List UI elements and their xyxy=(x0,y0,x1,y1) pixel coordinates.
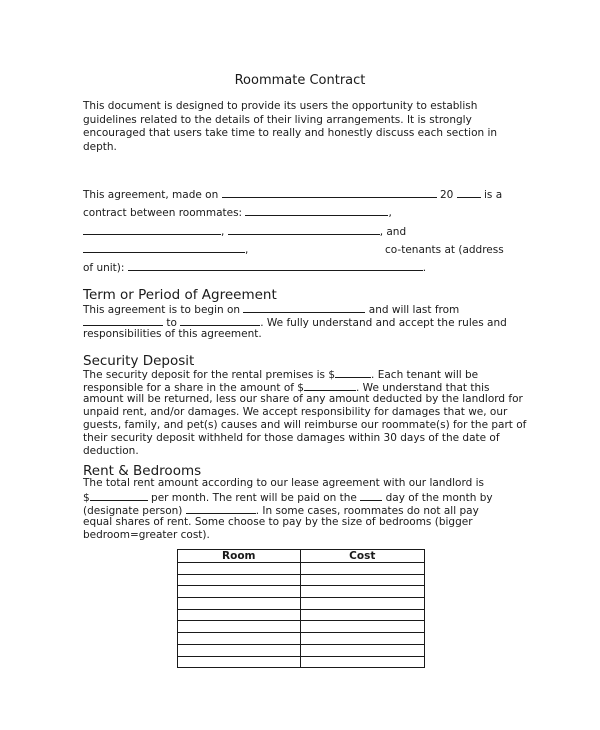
room-cell[interactable] xyxy=(178,633,301,645)
room-cost-table xyxy=(177,549,425,668)
security-line-1: The security deposit for the rental premises is $ . Each tenant will be xyxy=(83,369,479,381)
address-blank[interactable] xyxy=(128,260,423,271)
rent-heading: Rent & Bedrooms xyxy=(83,463,202,479)
document-title: Roommate Contract xyxy=(234,73,366,88)
rent-line-3: (designate person) . In some cases, roommates do not all pay xyxy=(83,505,479,517)
agreement-line-4: , co-tenants at (address xyxy=(83,242,504,258)
rent-line-2: $ per month. The rent will be paid on the day of the month by xyxy=(83,492,493,504)
cost-cell[interactable] xyxy=(300,609,424,621)
rent-line-4: equal shares of rent. Some choose to pay by the size of bedrooms (bigger xyxy=(83,516,473,528)
roommate-name-blank[interactable] xyxy=(83,242,245,253)
cost-cell[interactable] xyxy=(300,621,424,633)
intro-line: This document is designed to provide its users the opportunity to establish xyxy=(83,100,478,112)
table-row xyxy=(178,633,425,645)
table-row xyxy=(178,586,425,598)
security-line: unpaid rent, and/or damages. We accept responsibility for damages that we, our xyxy=(83,406,508,418)
rent-line-5: bedroom=greater cost). xyxy=(83,529,210,541)
cost-column-header: Cost xyxy=(300,550,424,563)
agreement-line-2: contract between roommates: , xyxy=(83,207,392,219)
intro-line: encouraged that users take time to really and honestly discuss each section in xyxy=(83,127,498,139)
security-line: their security deposit withheld for those damages within 30 days of the date of xyxy=(83,432,500,444)
table-row xyxy=(178,609,425,621)
deposit-blank[interactable] xyxy=(335,367,371,378)
security-heading: Security Deposit xyxy=(83,353,195,369)
cost-cell[interactable] xyxy=(300,586,424,598)
roommate-name-blank[interactable] xyxy=(83,224,221,235)
designate-person-blank[interactable] xyxy=(186,503,256,514)
room-cell[interactable] xyxy=(178,574,301,586)
term-line-2: to . We fully understand and accept the rules and xyxy=(83,315,507,331)
table-header-row xyxy=(178,550,425,563)
cost-cell[interactable] xyxy=(300,656,424,668)
day-blank[interactable] xyxy=(360,490,382,501)
term-heading: Term or Period of Agreement xyxy=(83,287,277,303)
room-cell[interactable] xyxy=(178,621,301,633)
term-line-1: This agreement is to begin on and will last from xyxy=(83,304,460,316)
room-cell[interactable] xyxy=(178,563,301,575)
room-cell[interactable] xyxy=(178,598,301,610)
agreement-line-1: This agreement, made on 20 is a xyxy=(83,189,503,201)
cost-cell[interactable] xyxy=(300,644,424,656)
from-date-blank[interactable] xyxy=(83,315,163,326)
cost-cell[interactable] xyxy=(300,633,424,645)
date-blank[interactable] xyxy=(222,187,437,198)
room-cell[interactable] xyxy=(178,656,301,668)
year-blank[interactable] xyxy=(457,187,481,198)
table-row xyxy=(178,644,425,656)
table-row xyxy=(178,563,425,575)
to-date-blank[interactable] xyxy=(180,315,260,326)
intro-line: guidelines related to the details of their living arrangements. It is strongly xyxy=(83,113,472,126)
table-row xyxy=(178,656,425,668)
room-cell[interactable] xyxy=(178,609,301,621)
roommate-name-blank[interactable] xyxy=(228,224,380,235)
security-line: deduction. xyxy=(83,445,139,457)
roommate-name-blank[interactable] xyxy=(245,205,388,216)
room-column-header: Room xyxy=(178,550,301,563)
room-cell[interactable] xyxy=(178,586,301,598)
term-line-3: responsibilities of this agreement. xyxy=(83,328,262,340)
security-line-2: responsible for a share in the amount of $ . We understand that this xyxy=(83,382,490,394)
cost-cell[interactable] xyxy=(300,598,424,610)
room-cell[interactable] xyxy=(178,644,301,656)
security-line: amount will be returned, less our share of any amount deducted by the landlord for xyxy=(83,393,523,405)
agreement-line-5: of unit): . xyxy=(83,262,427,274)
security-line: guests, family, and pet(s) causes and will reimburse our roommate(s) for the part of xyxy=(83,419,527,431)
table-row xyxy=(178,574,425,586)
agreement-line-3: , , and xyxy=(83,224,406,240)
rent-line-1: The total rent amount according to our lease agreement with our landlord is xyxy=(83,477,484,489)
intro-line: depth. xyxy=(83,140,117,153)
share-blank[interactable] xyxy=(304,380,356,391)
begin-date-blank[interactable] xyxy=(243,302,365,313)
table-row xyxy=(178,598,425,610)
cost-cell[interactable] xyxy=(300,563,424,575)
cost-cell[interactable] xyxy=(300,574,424,586)
table-row xyxy=(178,621,425,633)
rent-amount-blank[interactable] xyxy=(90,490,148,501)
